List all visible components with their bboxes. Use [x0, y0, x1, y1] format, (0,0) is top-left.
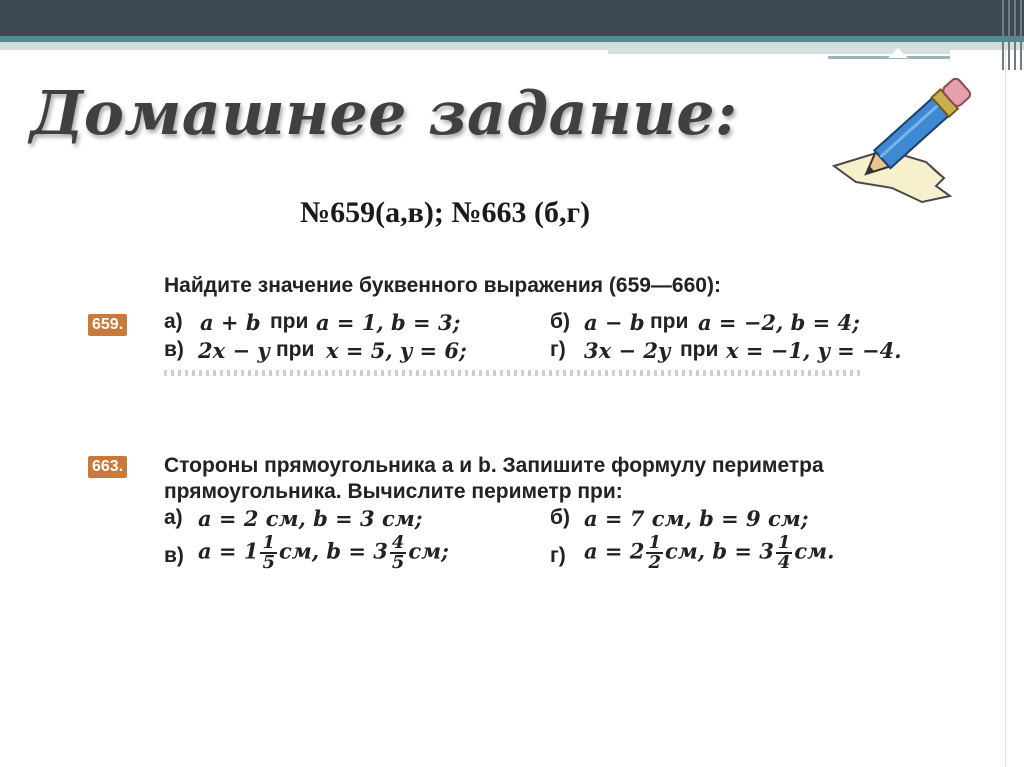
item-a-expression: a + b [200, 310, 261, 335]
item-b-values: a = −2, b = 4; [698, 310, 860, 335]
item-v-cond: при [276, 338, 315, 361]
exercise-663 [80, 446, 920, 582]
item-g-cond: при [680, 338, 719, 361]
slide-frame-line [1005, 50, 1006, 767]
item-b-expression: a − b [584, 310, 645, 335]
item-b-label: б) [550, 506, 570, 529]
item-v-label: в) [164, 544, 184, 567]
item-g-values: x = −1, y = −4. [726, 338, 902, 363]
item-v-values: x = 5, y = 6; [326, 338, 467, 363]
cut-edge [164, 370, 864, 376]
exercise-663-number: 663. [88, 456, 127, 478]
item-g-values: a = 2 $\frac{1}{2}$ см, b = 3 $\frac{1}{4}$ см. [584, 532, 835, 573]
item-b-values: a = 7 см, b = 9 см; [584, 506, 809, 531]
exercise-663-line2: прямоугольника. Вычислите периметр при: [164, 480, 623, 503]
item-b-label: б) [550, 310, 570, 333]
slide-ribbon [608, 48, 950, 68]
item-a-values: a = 2 см, b = 3 см; [198, 506, 423, 531]
exercise-659-number: 659. [88, 314, 127, 336]
item-a-label: а) [164, 310, 183, 333]
item-a-cond: при [270, 310, 309, 333]
item-v-label: в) [164, 338, 184, 361]
item-g-label: г) [550, 338, 566, 361]
slide-title: Домашнее задание: [30, 79, 738, 149]
pencil-paper-icon [826, 78, 976, 218]
item-g-expression: 3x − 2y [584, 338, 671, 363]
exercise-663-line1: Стороны прямоугольника a и b. Запишите формулу периметра [164, 454, 824, 477]
item-g-label: г) [550, 544, 566, 567]
item-b-cond: при [650, 310, 689, 333]
slide-top-bar [0, 0, 1024, 36]
homework-references: №659(а,в); №663 (б,г) [300, 196, 591, 229]
exercise-659 [80, 270, 902, 380]
slide-right-rules [998, 0, 1024, 70]
item-a-values: a = 1, b = 3; [316, 310, 461, 335]
item-a-label: а) [164, 506, 183, 529]
item-v-expression: 2x − y [198, 338, 270, 363]
exercise-659-heading: Найдите значение буквенного выражения (659—660): [164, 274, 721, 297]
item-v-values: a = 1 $\frac{1}{5}$ см, b = 3 $\frac{4}{5}$ см; [198, 532, 449, 573]
